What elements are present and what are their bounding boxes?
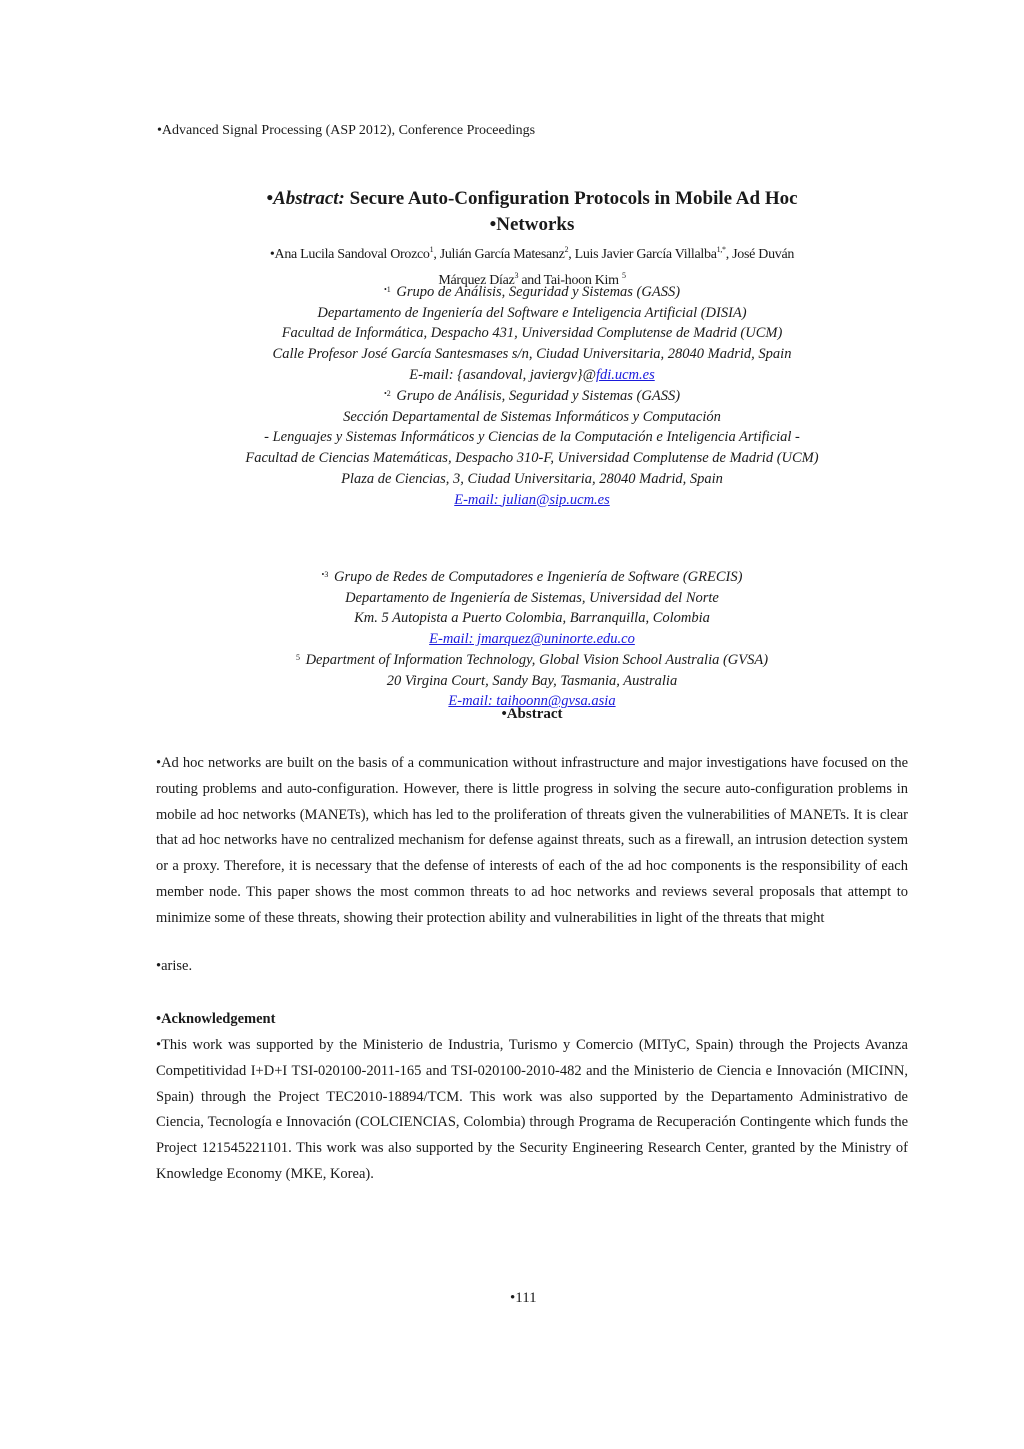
page-number: •111: [510, 1290, 537, 1306]
author-4-cont: Márquez Díaz: [438, 273, 515, 288]
affiliation-3-line: Grupo de Redes de Computadores e Ingeniería de Software (GRECIS): [333, 569, 743, 585]
affiliation-4-line: Department of Information Technology, Global Vision School Australia (GVSA): [305, 652, 769, 668]
abstract-heading: •Abstract: [501, 706, 563, 722]
affiliation-2-line: Sección Departamental de Sistemas Informáticos y Computación: [343, 408, 721, 425]
author-2-sup: 2: [564, 245, 569, 254]
running-header: •Advanced Signal Processing (ASP 2012), Conference Proceedings: [157, 123, 536, 138]
affiliation-2: [150, 384, 914, 510]
author-3: , Luis Javier García Villalba: [568, 247, 717, 262]
affiliation-3-line: Km. 5 Autopista a Puerto Colombia, Barranquilla, Colombia: [354, 610, 710, 627]
affiliation-1-line: Facultad de Informática, Despacho 431, Universidad Complutense de Madrid (UCM): [281, 325, 783, 342]
abstract-tail: •arise.: [156, 958, 193, 974]
affiliation-4-email-link[interactable]: E-mail: taihoonn@gvsa.asia: [448, 693, 616, 710]
affiliation-2-marker: •2: [383, 389, 391, 398]
author-1: •Ana Lucila Sandoval Orozco: [269, 247, 430, 262]
affiliation-4-marker: 5: [295, 653, 300, 662]
title-line2: •Networks: [489, 214, 575, 235]
affiliation-1-marker: •1: [383, 285, 391, 294]
author-1-sup: 1: [429, 245, 434, 254]
affiliation-3: [150, 565, 914, 650]
author-3-sup: 1,*: [716, 245, 726, 254]
affiliation-1-line: Departamento de Ingeniería del Software e Inteligencia Artificial (DISIA): [317, 304, 747, 321]
author-4: , José Duván: [725, 247, 795, 262]
affiliation-3-email-link[interactable]: E-mail: jmarquez@uninorte.edu.co: [429, 631, 635, 648]
affiliation-1-line: Calle Profesor José García Santesmases s/n, Ciudad Universitaria, 28040 Madrid, Spain: [272, 346, 792, 363]
author-2: , Julián García Matesanz: [433, 247, 565, 262]
paper-title: [150, 186, 914, 238]
affiliation-4: [150, 648, 914, 712]
acknowledgement-heading: •Acknowledgement: [156, 1011, 276, 1027]
affiliation-2-line: Grupo de Análisis, Seguridad y Sistemas (GASS): [396, 388, 681, 404]
affiliation-2-line: - Lenguajes y Sistemas Informáticos y Ciencias de la Computación e Inteligencia Artificial -: [264, 429, 800, 446]
author-5-sup: 5: [621, 271, 626, 280]
author-4-sup: 3: [514, 271, 519, 280]
affiliation-1-email-link[interactable]: fdi.ucm.es: [595, 366, 655, 383]
affiliation-2-line: Facultad de Ciencias Matemáticas, Despacho 310-F, Universidad Complutense de Madrid (UCM): [245, 450, 819, 467]
abstract-body: •Ad hoc networks are built on the basis of a communication without infrastructure and major investigations have focused on the routing problems and auto-configuration. However, there is little progress in solving the secure auto-configuration problems in mobile ad hoc networks (MANETs), which has led to the proliferation of threats given the vulnerabilities of MANETs. It is clear that ad hoc networks have no centralized mechanism for defense against threats, such as a firewall, an intrusion detection system or a proxy. Therefore, it is necessary that the defense of interests of each of the ad hoc components is the responsibility of each member node. This paper shows the most common threats to ad hoc networks and reviews several proposals that attempt to minimize some of these threats, showing their protection ability and vulnerabilities in light of the threats that might: [156, 755, 908, 926]
affiliation-3-marker: •3: [321, 570, 329, 579]
title-bullet: •: [266, 188, 274, 209]
affiliation-1: [150, 280, 914, 386]
affiliation-2-email-link[interactable]: E-mail: julian@sip.ucm.es: [454, 491, 610, 508]
affiliation-1-line: Grupo de Análisis, Seguridad y Sistemas (GASS): [396, 284, 681, 300]
affiliation-2-line: Plaza de Ciencias, 3, Ciudad Universitaria, 28040 Madrid, Spain: [341, 470, 723, 487]
affiliation-4-line: 20 Virgina Court, Sandy Bay, Tasmania, Australia: [386, 672, 678, 689]
affiliation-1-email-prefix: E-mail: {asandoval, javiergv}@: [409, 366, 596, 383]
affiliation-3-line: Departamento de Ingeniería de Sistemas, Universidad del Norte: [345, 589, 719, 606]
title-abstract-label: Abstract:: [273, 188, 345, 209]
author-5: and Tai-hoon Kim: [518, 273, 622, 288]
acknowledgement-body: •This work was supported by the Ministerio de Industria, Turismo y Comercio (MITyC, Spain) through the Projects Avanza Competitividad I+D+I TSI-020100-2011-165 and TSI-020100-2010-482 and the Ministerio de Ciencia e Innovación (MICINN, Spain) through the Project TEC2010-18894/TCM. This work was also supported by the Departamento Administrativo de Ciencia, Tecnología e Innovación (COLCIENCIAS, Colombia) through Programa de Recuperación Contingente which funds the Project 121545221101. This work was also supported by the Security Engineering Research Center, granted by the Ministry of Knowledge Economy (MKE, Korea).: [156, 1037, 908, 1182]
title-line1: Secure Auto-Configuration Protocols in Mobile Ad Hoc: [344, 188, 798, 209]
